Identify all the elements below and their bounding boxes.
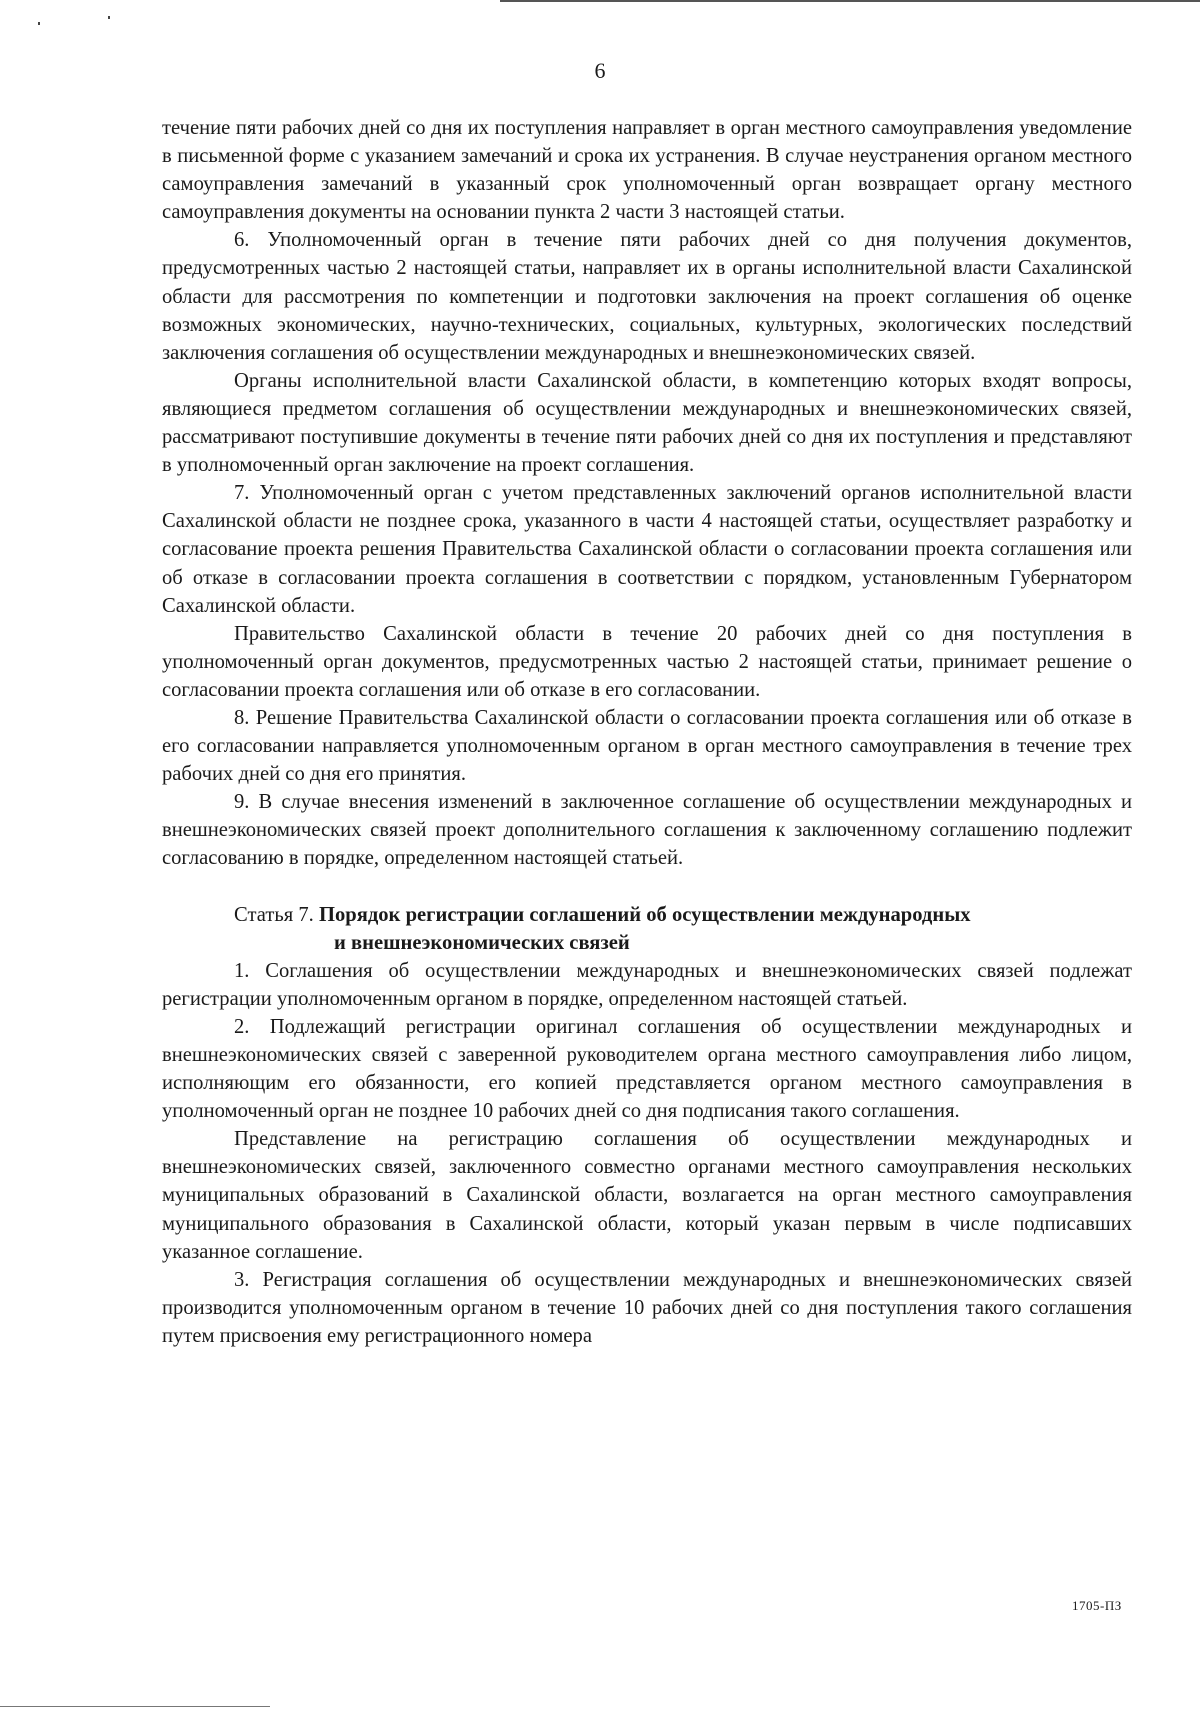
article-paragraph-item-1: 1. Соглашения об осуществлении международных и внешнеэкономических связей подлежат регистрации уполномоченным органом в порядке, определенном настоящей статьей.: [162, 959, 1132, 1010]
paragraph-item-9: 9. В случае внесения изменений в заключенное соглашение об осуществлении международных и внешнеэкономических связей проект дополнительного соглашения к заключенному соглашению подлежит согласованию в порядке, определенном настоящей статьей.: [162, 791, 1132, 870]
paragraph: Органы исполнительной власти Сахалинской области, в компетенцию которых входят вопросы, являющиеся предметом соглашения об осуществлении международных и внешнеэкономических связей, рассматривают поступившие документы в течение пяти рабочих дней со дня их поступления и представляют в уполномоченный орган заключение на проект соглашения.: [162, 369, 1132, 477]
article-paragraph: Представление на регистрацию соглашения об осуществлении международных и внешнеэкономических связей, заключенного совместно органами местного самоуправления нескольких муниципальных образований в Сахалинской области, возлагается на орган местного самоуправления муниципального образования в Сахалинской области, который указан первым в числе подписавших указанное соглашение.: [162, 1128, 1132, 1263]
document-code: 1705-ПЗ: [1072, 1598, 1122, 1613]
article-title-line1: Порядок регистрации соглашений об осуществлении международных: [318, 903, 971, 926]
article-paragraph-item-2: 2. Подлежащий регистрации оригинал соглашения об осуществлении международных и внешнеэкономических связей с заверенной руководителем органа местного самоуправления либо лицом, исполняющим его обязанности, его копией представляется органом местного самоуправления в уполномоченный орган не позднее 10 рабочих дней со дня подписания такого соглашения.: [162, 1015, 1132, 1123]
document-body: [162, 114, 1132, 1350]
article-title-line2: и внешнеэкономических связей: [334, 931, 630, 954]
scan-top-border: [500, 0, 1200, 2]
article-paragraph-item-3: 3. Регистрация соглашения об осуществлении международных и внешнеэкономических связей производится уполномоченным органом в течение 10 рабочих дней со дня поступления такого соглашения путем присвоения ему регистрационного номера: [162, 1268, 1132, 1347]
paragraph-item-6: 6. Уполномоченный орган в течение пяти рабочих дней со дня получения документов, предусмотренных частью 2 настоящей статьи, направляет их в органы исполнительной власти Сахалинской области для рассмотрения по компетенции и подготовки заключения на проект соглашения об оценке возможных экономических, научно-технических, социальных, культурных, экологических последствий заключения соглашения об осуществлении международных и внешнеэкономических связей.: [162, 229, 1132, 364]
scan-bottom-border: [0, 1706, 270, 1707]
paragraph: Правительство Сахалинской области в течение 20 рабочих дней со дня поступления в уполномоченный орган документов, предусмотренных частью 2 настоящей статьи, принимает решение о согласовании проекта соглашения или об отказе в его согласовании.: [162, 622, 1132, 701]
article-heading: [234, 901, 1132, 957]
paragraph-item-8: 8. Решение Правительства Сахалинской области о согласовании проекта соглашения или об отказе в его согласовании направляется уполномоченным органом в орган местного самоуправления в течение трех рабочих дней со дня его принятия.: [162, 706, 1132, 786]
paragraph-continuation: течение пяти рабочих дней со дня их поступления направляет в орган местного самоуправления уведомление в письменной форме с указанием замечаний и срока их устранения. В случае неустранения органом местного самоуправления замечаний в указанный срок уполномоченный орган возвращает органу местного самоуправления документы на основании пункта 2 части 3 настоящей статьи.: [162, 117, 1132, 224]
article-label: Статья 7.: [234, 903, 314, 926]
scan-speck: [108, 16, 110, 19]
scan-speck: [38, 22, 40, 25]
page-number: 6: [594, 58, 606, 83]
paragraph-item-7: 7. Уполномоченный орган с учетом представленных заключений органов исполнительной власти Сахалинской области не позднее срока, указанного в части 4 настоящей статьи, осуществляет разработку и согласование проекта решения Правительства Сахалинской области о согласовании проекта соглашения или об отказе в согласовании проекта соглашения в соответствии с порядком, установленным Губернатором Сахалинской области.: [162, 482, 1132, 617]
